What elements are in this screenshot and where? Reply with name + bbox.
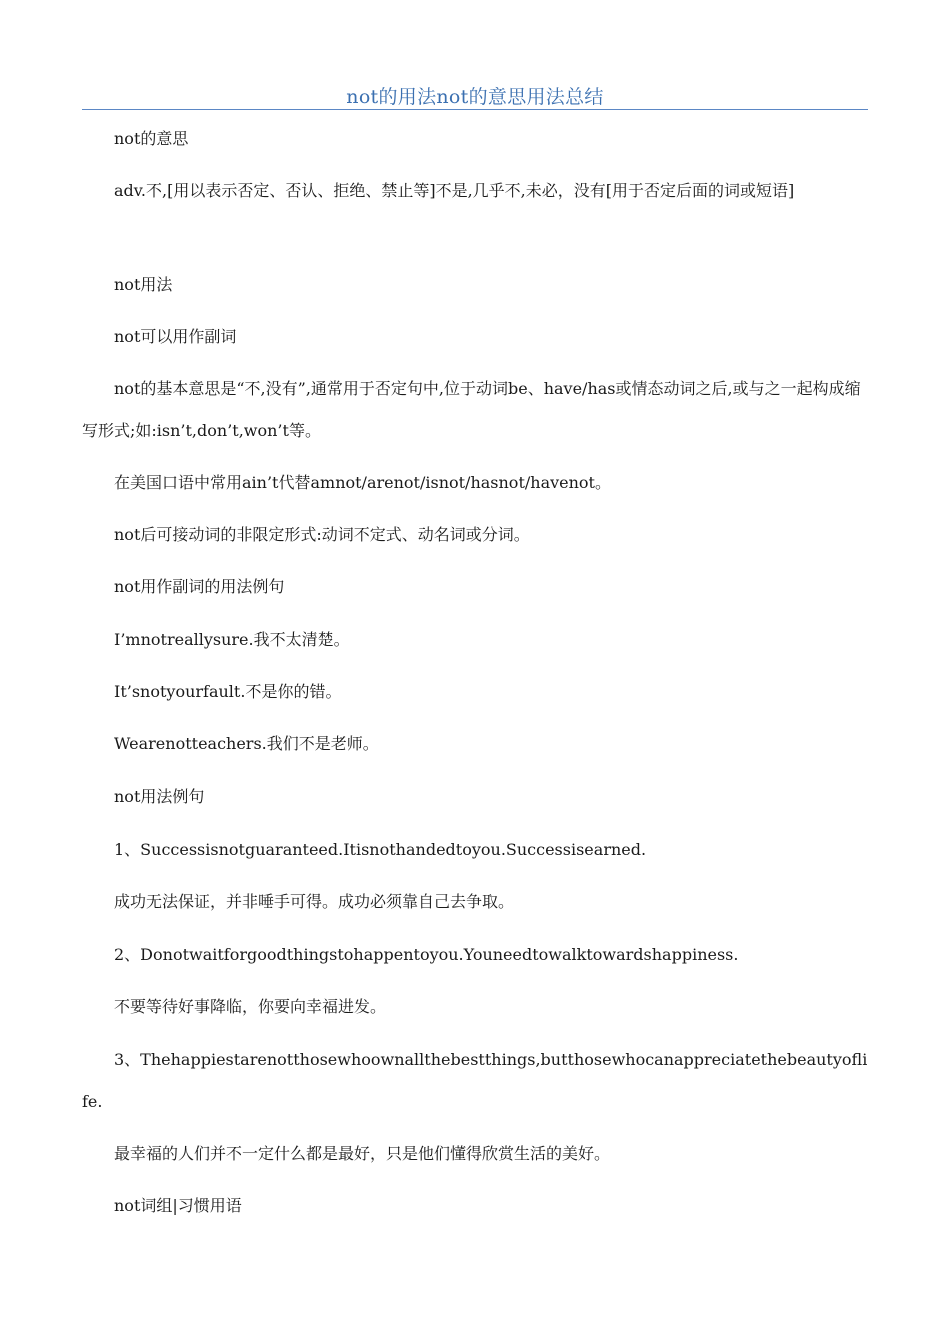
paragraph: not的基本意思是“不,没有”,通常用于否定句中,位于动词be、have/has或情态动词之后,或与之一起构成缩写形式;如:isn’t,don’t,won’t等。 <box>82 379 861 440</box>
paragraph: 不要等待好事降临，你要向幸福进发。 <box>114 997 387 1016</box>
paragraph: 2、Donotwaitforgoodthingstohappentoyou.Youneedtowalktowardshappiness. <box>114 945 739 964</box>
title-underline <box>82 109 868 110</box>
paragraph: 成功无法保证，并非唾手可得。成功必须靠自己去争取。 <box>114 892 515 911</box>
paragraph: not用作副词的用法例句 <box>114 577 285 596</box>
paragraph: Wearenotteachers.我们不是老师。 <box>114 734 379 753</box>
paragraph: 3、Thehappiestarenotthosewhoownallthebestthings,butthosewhocanappreciatethebeautyoflife. <box>82 1050 868 1111</box>
document-title: not的用法not的意思用法总结 <box>346 86 604 108</box>
paragraph: not用法例句 <box>114 787 205 806</box>
paragraph: not的意思 <box>114 129 189 148</box>
paragraph: 在美国口语中常用ain’t代替amnot/arenot/isnot/hasnot/havenot。 <box>114 473 611 492</box>
paragraph: not后可接动词的非限定形式:动词不定式、动名词或分词。 <box>114 525 530 544</box>
paragraph: not词组|习惯用语 <box>114 1196 242 1215</box>
paragraph: I’mnotreallysure.我不太清楚。 <box>114 630 350 649</box>
paragraph: not用法 <box>114 275 173 294</box>
paragraph: It’snotyourfault.不是你的错。 <box>114 682 342 701</box>
paragraph: adv.不,[用以表示否定、否认、拒绝、禁止等]不是,几乎不,未必，没有[用于否定后面的词或短语] <box>114 181 795 200</box>
paragraph: 最幸福的人们并不一定什么都是最好，只是他们懂得欣赏生活的美好。 <box>114 1144 611 1163</box>
paragraph: not可以用作副词 <box>114 327 237 346</box>
paragraph: 1、Successisnotguaranteed.Itisnothandedtoyou.Successisearned. <box>114 840 647 859</box>
